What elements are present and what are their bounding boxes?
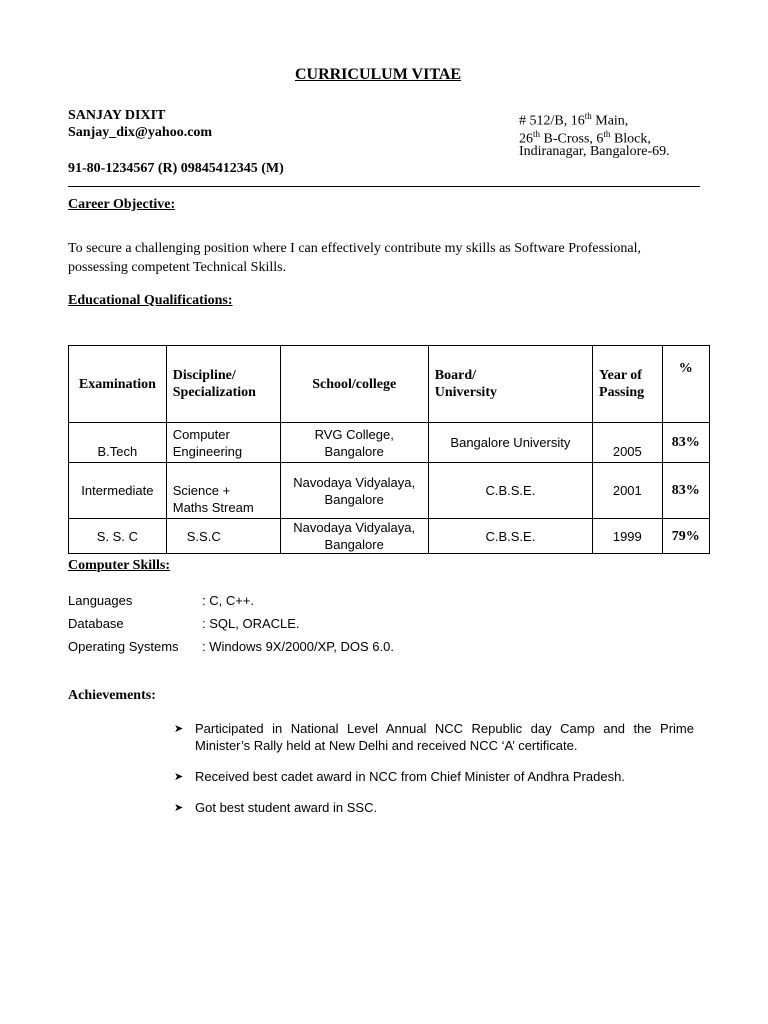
cell-discipline: [166, 423, 280, 463]
cell-school-line-2: Bangalore: [324, 537, 384, 552]
col-header-discipline: [166, 346, 280, 423]
col-header-percent: %: [662, 346, 709, 423]
arrow-bullet-icon: ➤: [174, 722, 184, 735]
address-line-2-part-b: B-Cross, 6: [540, 131, 604, 147]
skill-value: : SQL, ORACLE.: [202, 616, 300, 631]
col-header-year: [593, 346, 663, 423]
cell-examination: B.Tech: [69, 423, 167, 463]
col-header-year-line-2: Passing: [599, 385, 645, 400]
cell-school-line-1: Navodaya Vidyalaya,: [293, 520, 416, 535]
education-heading: Educational Qualifications:: [68, 293, 233, 308]
address-line-2-sup-1: th: [533, 129, 541, 139]
cell-board: C.B.S.E.: [428, 463, 592, 519]
cell-discipline: [166, 463, 280, 519]
document-title: CURRICULUM VITAE: [294, 66, 462, 83]
achievements-heading: Achievements:: [68, 688, 156, 703]
col-header-examination: Examination: [69, 346, 167, 423]
cell-year: 2005: [593, 423, 663, 463]
cell-school-line-2: Bangalore: [324, 491, 384, 507]
table-row: [69, 519, 710, 554]
career-objective-heading: Career Objective:: [68, 197, 176, 212]
col-header-board-line-2: University: [434, 385, 497, 400]
education-table-header-row: [69, 346, 710, 423]
cell-school: [280, 423, 428, 463]
cell-school-line-1: Navodaya Vidyalaya,: [293, 474, 416, 490]
address-line-1-sup: th: [584, 111, 592, 121]
skill-label: Operating Systems: [68, 639, 179, 654]
col-header-school: School/college: [280, 346, 428, 423]
cell-percent: 83%: [662, 463, 709, 519]
cell-examination: S. S. C: [69, 519, 167, 554]
cell-board: C.B.S.E.: [428, 519, 592, 554]
col-header-year-line-1: Year of: [599, 368, 642, 383]
list-item: [174, 799, 694, 816]
cell-discipline-line-2: Engineering: [172, 443, 243, 459]
address-line-3: Indiranagar, Bangalore-69.: [519, 144, 670, 159]
list-item: [174, 768, 694, 785]
candidate-phone: 91-80-1234567 (R) 09845412345 (M): [68, 161, 284, 176]
col-header-discipline-line-1: Discipline/: [172, 368, 236, 383]
cell-school: [280, 519, 428, 554]
career-objective-text: To secure a challenging position where I can effectively contribute my skills as Software Professional, possessing competent Technical Skills.: [68, 241, 641, 275]
arrow-bullet-icon: ➤: [174, 801, 184, 814]
address-line-2-part-c: Block,: [610, 131, 651, 147]
table-row: [69, 423, 710, 463]
achievement-text: Participated in National Level Annual NCC Republic day Camp and the Prime Minister’s Rally held at New Delhi and received NCC ‘A’ certificate.: [195, 721, 694, 753]
cell-discipline-line-1: Computer: [172, 426, 230, 442]
cell-examination: Intermediate: [69, 463, 167, 519]
achievements-list: [174, 720, 694, 830]
header-divider: [68, 186, 700, 187]
cell-school: [280, 463, 428, 519]
education-table: [68, 345, 710, 554]
address-line-1-part-b: Main,: [591, 113, 629, 129]
achievement-text: Got best student award in SSC.: [195, 800, 378, 815]
skill-value: : C, C++.: [202, 593, 255, 608]
candidate-name: SANJAY DIXIT: [68, 108, 166, 123]
skill-label: Database: [68, 616, 124, 631]
cell-school-line-1: RVG College,: [314, 426, 394, 442]
skill-value: : Windows 9X/2000/XP, DOS 6.0.: [202, 639, 394, 654]
col-header-board: [428, 346, 592, 423]
table-row: [69, 463, 710, 519]
cell-discipline-line-1: Science +: [172, 483, 231, 498]
candidate-email: Sanjay_dix@yahoo.com: [68, 125, 213, 140]
skill-label: Languages: [68, 593, 133, 608]
cell-discipline-line-2: Maths Stream: [172, 500, 254, 515]
cell-percent: 83%: [662, 423, 709, 463]
list-item: [174, 720, 694, 754]
address-line-1-part-a: # 512/B, 16: [519, 113, 585, 129]
computer-skills-heading: Computer Skills:: [68, 558, 171, 573]
cell-board: Bangalore University: [428, 423, 592, 463]
arrow-bullet-icon: ➤: [174, 770, 184, 783]
col-header-board-line-1: Board/: [434, 368, 476, 383]
cell-year: 2001: [593, 463, 663, 519]
cell-year: 1999: [593, 519, 663, 554]
col-header-discipline-line-2: Specialization: [172, 385, 256, 400]
address-line-2-sup-2: th: [603, 129, 611, 139]
cell-discipline: [166, 519, 280, 554]
cell-percent: 79%: [662, 519, 709, 554]
cell-school-line-2: Bangalore: [324, 443, 384, 459]
achievement-text: Received best cadet award in NCC from Chief Minister of Andhra Pradesh.: [195, 769, 625, 784]
cell-discipline-line-1: S.S.C: [186, 528, 221, 544]
address-line-2-part-a: 26: [519, 131, 533, 147]
